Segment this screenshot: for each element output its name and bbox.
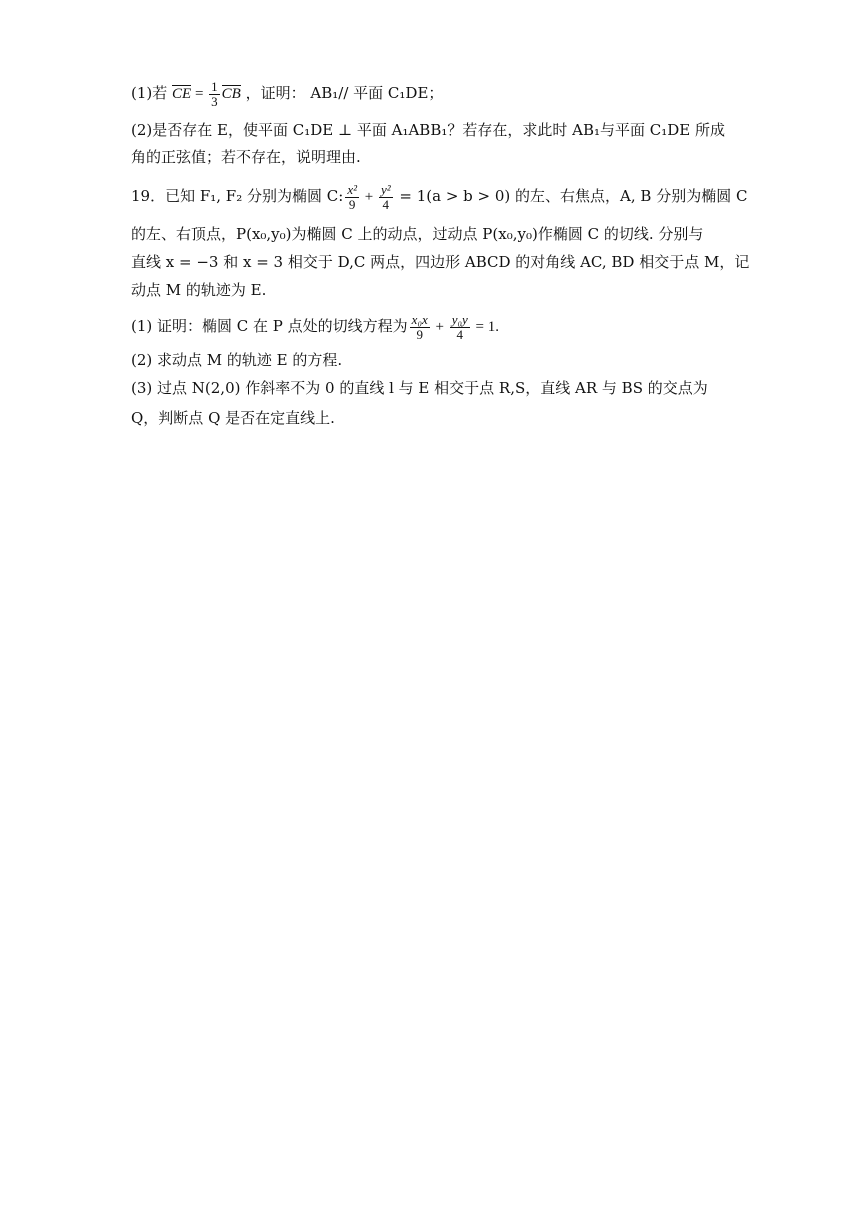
claim-text: AB₁// 平面 C₁DE； bbox=[310, 84, 444, 103]
question-18-part-2-line-2: 角的正弦值；若不存在，说明理由. bbox=[131, 148, 361, 166]
equals-sign: = bbox=[191, 86, 208, 103]
fraction-denominator: 4 bbox=[456, 326, 463, 342]
question-18-part-1 bbox=[131, 80, 443, 108]
part-1-text: (1) 证明：椭圆 C 在 P 点处的切线方程为 bbox=[131, 317, 408, 336]
plus-sign: + bbox=[360, 189, 377, 206]
prove-text: ，证明： bbox=[245, 84, 306, 103]
fraction-numerator: x₀x bbox=[411, 312, 428, 327]
question-18-part-2-line-1: (2)是否存在 E，使平面 C₁DE ⊥ 平面 A₁ABB₁？若存在，求此时 AB₁与平面 C₁DE 所成 bbox=[131, 121, 725, 139]
question-19-part-2: (2) 求动点 M 的轨迹 E 的方程. bbox=[131, 351, 343, 369]
q19-rest-text: = 1(a > b > 0) 的左、右焦点，A, B 分别为椭圆 C bbox=[394, 187, 748, 206]
fraction-one-third bbox=[209, 80, 220, 108]
fraction-numerator: x² bbox=[347, 182, 357, 197]
question-19-part-3-line-1: (3) 过点 N(2,0) 作斜率不为 0 的直线 l 与 E 相交于点 R,S，直线 AR 与 BS 的交点为 bbox=[131, 379, 708, 397]
question-19-part-1 bbox=[131, 313, 499, 341]
fraction-numerator: y² bbox=[380, 182, 391, 197]
question-19-line-2: 的左、右顶点，P(x₀,y₀)为椭圆 C 上的动点，过动点 P(x₀,y₀)作椭圆 C 的切线. 分别与 bbox=[131, 225, 704, 243]
question-19-line-4: 动点 M 的轨迹为 E. bbox=[131, 281, 267, 299]
fraction-denominator: 9 bbox=[416, 326, 423, 342]
vector-cb: CB bbox=[221, 86, 241, 103]
fraction-numerator: y₀y bbox=[451, 312, 468, 327]
fraction-denominator: 4 bbox=[382, 196, 390, 212]
fraction-x0x-over-9 bbox=[410, 313, 430, 341]
q19-lead-text: 19．已知 F₁, F₂ 分别为椭圆 C: bbox=[131, 187, 344, 206]
equals-one: = 1. bbox=[471, 319, 499, 336]
vector-ce: CE bbox=[172, 86, 192, 103]
question-19-part-3-line-2: Q，判断点 Q 是否在定直线上. bbox=[131, 409, 335, 427]
part-label: (1)若 bbox=[131, 84, 168, 103]
fraction-y-squared-over-4 bbox=[379, 183, 393, 211]
fraction-numerator: 1 bbox=[211, 79, 218, 94]
plus-sign: + bbox=[431, 319, 448, 336]
fraction-y0y-over-4 bbox=[450, 313, 470, 341]
question-19-line-3: 直线 x = −3 和 x = 3 相交于 D,C 两点，四边形 ABCD 的对角线 AC, BD 相交于点 M，记 bbox=[131, 253, 750, 271]
question-19-intro bbox=[131, 183, 747, 211]
fraction-denominator: 9 bbox=[348, 196, 356, 212]
fraction-denominator: 3 bbox=[211, 93, 218, 109]
fraction-x-squared-over-9 bbox=[345, 183, 359, 211]
